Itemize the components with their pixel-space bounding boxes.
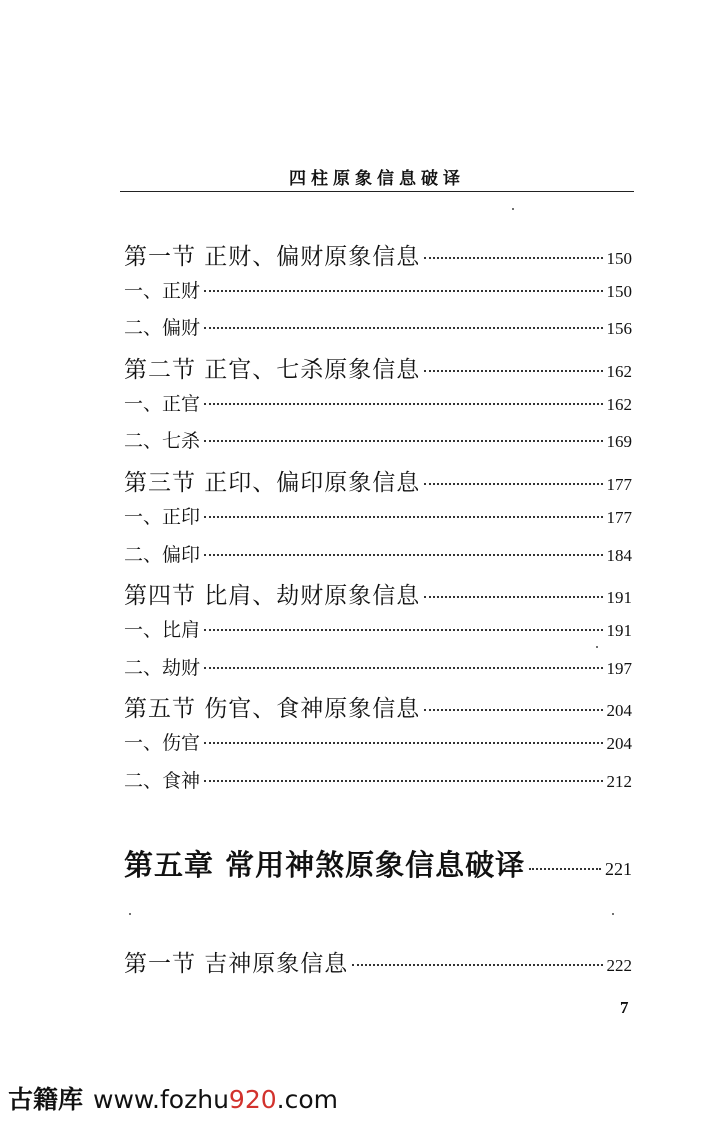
toc-page-number: 162 bbox=[606, 394, 632, 414]
toc-section-label: 第四节 比肩、劫财原象信息 bbox=[124, 583, 421, 610]
watermark-url-prefix: www.fozhu bbox=[93, 1085, 229, 1114]
watermark-site-name: 古籍库 bbox=[8, 1085, 84, 1114]
scan-speck bbox=[596, 646, 598, 648]
dot-leader bbox=[424, 596, 602, 598]
toc-spacer bbox=[124, 917, 632, 945]
toc-item-label: 一、正印 bbox=[124, 505, 201, 528]
watermark-url-number: 920 bbox=[228, 1085, 277, 1114]
dot-leader bbox=[529, 868, 601, 870]
toc-page-number: 191 bbox=[606, 620, 632, 640]
dot-leader bbox=[204, 629, 602, 631]
toc-item-row bbox=[124, 653, 632, 691]
toc-item-row bbox=[124, 728, 632, 766]
toc-item-label: 二、偏印 bbox=[124, 543, 201, 566]
toc-page-number: 150 bbox=[606, 281, 632, 301]
dot-leader bbox=[204, 780, 602, 782]
toc-section-label: 第三节 正印、偏印原象信息 bbox=[124, 470, 421, 497]
toc-chapter-row bbox=[124, 803, 632, 917]
toc-page-number: 204 bbox=[606, 733, 632, 753]
scan-speck bbox=[612, 913, 614, 915]
toc-section-row bbox=[124, 464, 632, 502]
dot-leader bbox=[204, 554, 602, 556]
toc-item-label: 一、伤官 bbox=[124, 731, 201, 754]
toc-item-row bbox=[124, 615, 632, 653]
running-head: 四柱原象信息破译 bbox=[289, 169, 465, 189]
toc-section-row bbox=[124, 945, 632, 983]
toc-item-label: 二、食神 bbox=[124, 769, 201, 792]
toc-item-row bbox=[124, 389, 632, 427]
toc-page-number: 197 bbox=[606, 658, 632, 678]
toc-page-number: 162 bbox=[606, 362, 632, 382]
dot-leader bbox=[204, 403, 602, 405]
dot-leader bbox=[424, 257, 602, 259]
watermark-url-suffix: .com bbox=[276, 1085, 338, 1114]
toc-section-row bbox=[124, 577, 632, 615]
toc-page-number: 184 bbox=[606, 545, 632, 565]
toc-section-row bbox=[124, 238, 632, 276]
toc-page-number: 177 bbox=[606, 475, 632, 495]
dot-leader bbox=[204, 742, 602, 744]
toc-item-row bbox=[124, 276, 632, 314]
toc-item-row bbox=[124, 426, 632, 464]
toc-item-label: 一、正官 bbox=[124, 392, 201, 415]
dot-leader bbox=[424, 483, 602, 485]
toc-section-label: 第五节 伤官、食神原象信息 bbox=[124, 696, 421, 723]
dot-leader bbox=[424, 370, 602, 372]
dot-leader bbox=[352, 964, 602, 966]
toc-item-row bbox=[124, 502, 632, 540]
dot-leader bbox=[424, 709, 602, 711]
watermark bbox=[8, 1080, 338, 1116]
toc-page-number: 191 bbox=[606, 588, 632, 608]
toc-chapter-label: 第五章 常用神煞原象信息破译 bbox=[124, 848, 526, 883]
header-rule bbox=[120, 191, 634, 192]
toc-page-number: 222 bbox=[606, 956, 632, 976]
toc-page-number: 169 bbox=[606, 432, 632, 452]
toc-page-number: 156 bbox=[606, 319, 632, 339]
dot-leader bbox=[204, 667, 602, 669]
toc-page-number: 204 bbox=[606, 701, 632, 721]
dot-leader bbox=[204, 290, 602, 292]
toc-page-number: 177 bbox=[606, 507, 632, 527]
toc-item-label: 一、比肩 bbox=[124, 618, 201, 641]
toc-item-label: 二、劫财 bbox=[124, 656, 201, 679]
page-number: 7 bbox=[620, 998, 629, 1017]
toc-section-row bbox=[124, 351, 632, 389]
toc-section-label: 第一节 吉神原象信息 bbox=[124, 951, 349, 978]
toc-page-number: 221 bbox=[605, 859, 632, 880]
toc-item-row bbox=[124, 540, 632, 578]
dot-leader bbox=[204, 327, 602, 329]
table-of-contents bbox=[124, 238, 632, 983]
scan-speck bbox=[512, 208, 514, 210]
toc-item-row bbox=[124, 313, 632, 351]
toc-item-label: 二、偏财 bbox=[124, 317, 201, 340]
scan-speck bbox=[129, 913, 131, 915]
toc-page-number: 150 bbox=[606, 249, 632, 268]
toc-section-label: 第一节 正财、偏财原象信息 bbox=[124, 244, 421, 270]
toc-page-number: 212 bbox=[606, 771, 632, 791]
dot-leader bbox=[204, 516, 602, 518]
toc-item-row bbox=[124, 766, 632, 804]
toc-section-row bbox=[124, 690, 632, 728]
toc-item-label: 一、正财 bbox=[124, 279, 201, 302]
toc-section-label: 第二节 正官、七杀原象信息 bbox=[124, 357, 421, 384]
toc-item-label: 二、七杀 bbox=[124, 430, 201, 453]
dot-leader bbox=[204, 440, 602, 442]
